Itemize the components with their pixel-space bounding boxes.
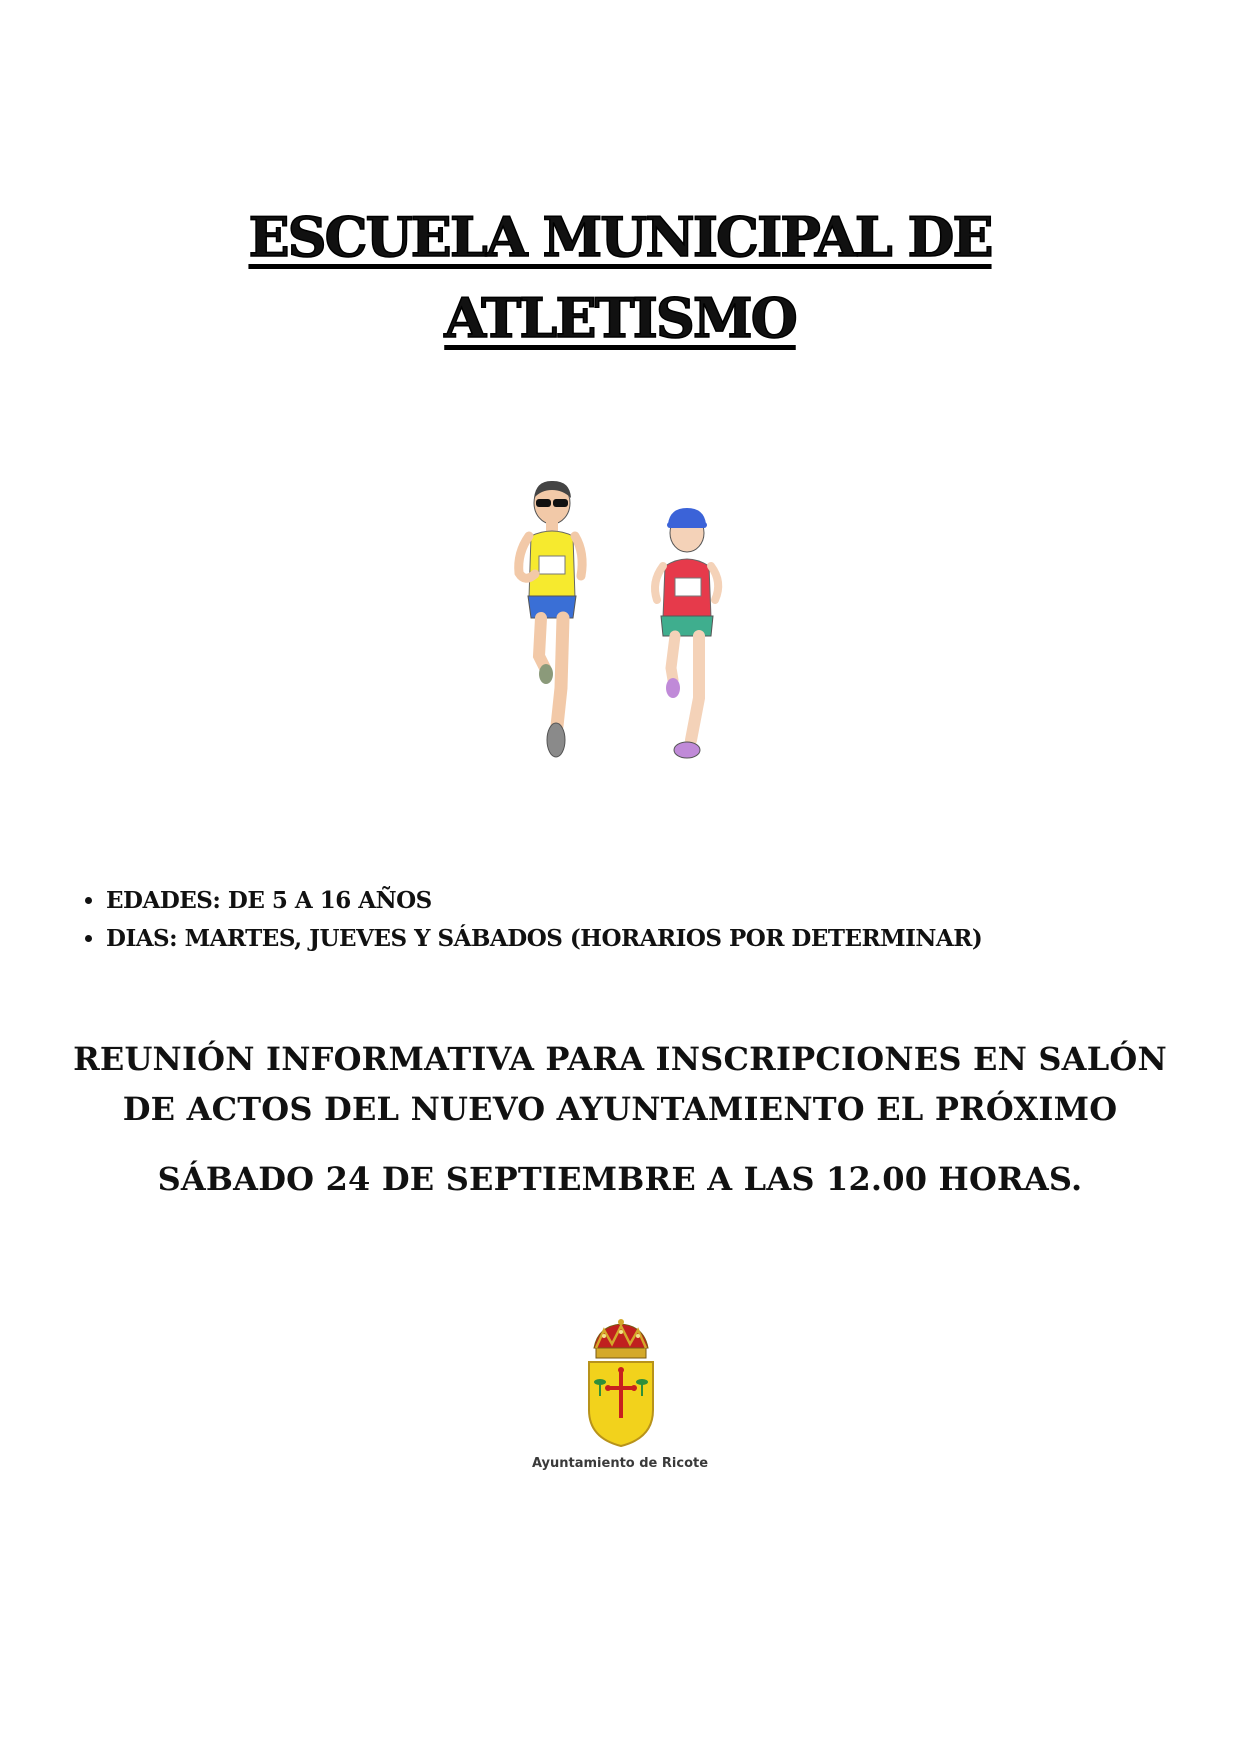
list-item-ages: • EDADES: DE 5 A 16 AÑOS	[106, 882, 982, 920]
poster-title-line-1: ESCUELA MUNICIPAL DE	[248, 205, 992, 269]
list-item-days: • DIAS: MARTES, JUEVES Y SÁBADOS (HORARIOS POR DETERMINAR)	[106, 920, 982, 958]
meeting-text-line-1: REUNIÓN INFORMATIVA PARA INSCRIPCIONES EN SALÓN	[73, 1040, 1167, 1078]
boy-runner	[519, 481, 582, 757]
crest-caption: Ayuntamiento de Ricote	[531, 1456, 709, 1471]
meeting-text-line-2: DE ACTOS DEL NUEVO AYUNTAMIENTO EL PRÓXIMO	[122, 1090, 1118, 1128]
runners-illustration	[505, 478, 745, 768]
info-list	[60, 882, 982, 958]
girl-runner	[655, 508, 718, 758]
meeting-date-line: SÁBADO 24 DE SEPTIEMBRE A LAS 12.00 HORAS.	[157, 1160, 1083, 1198]
coat-of-arms-icon	[584, 1318, 658, 1450]
poster-title-line-2: ATLETISMO	[444, 286, 796, 350]
